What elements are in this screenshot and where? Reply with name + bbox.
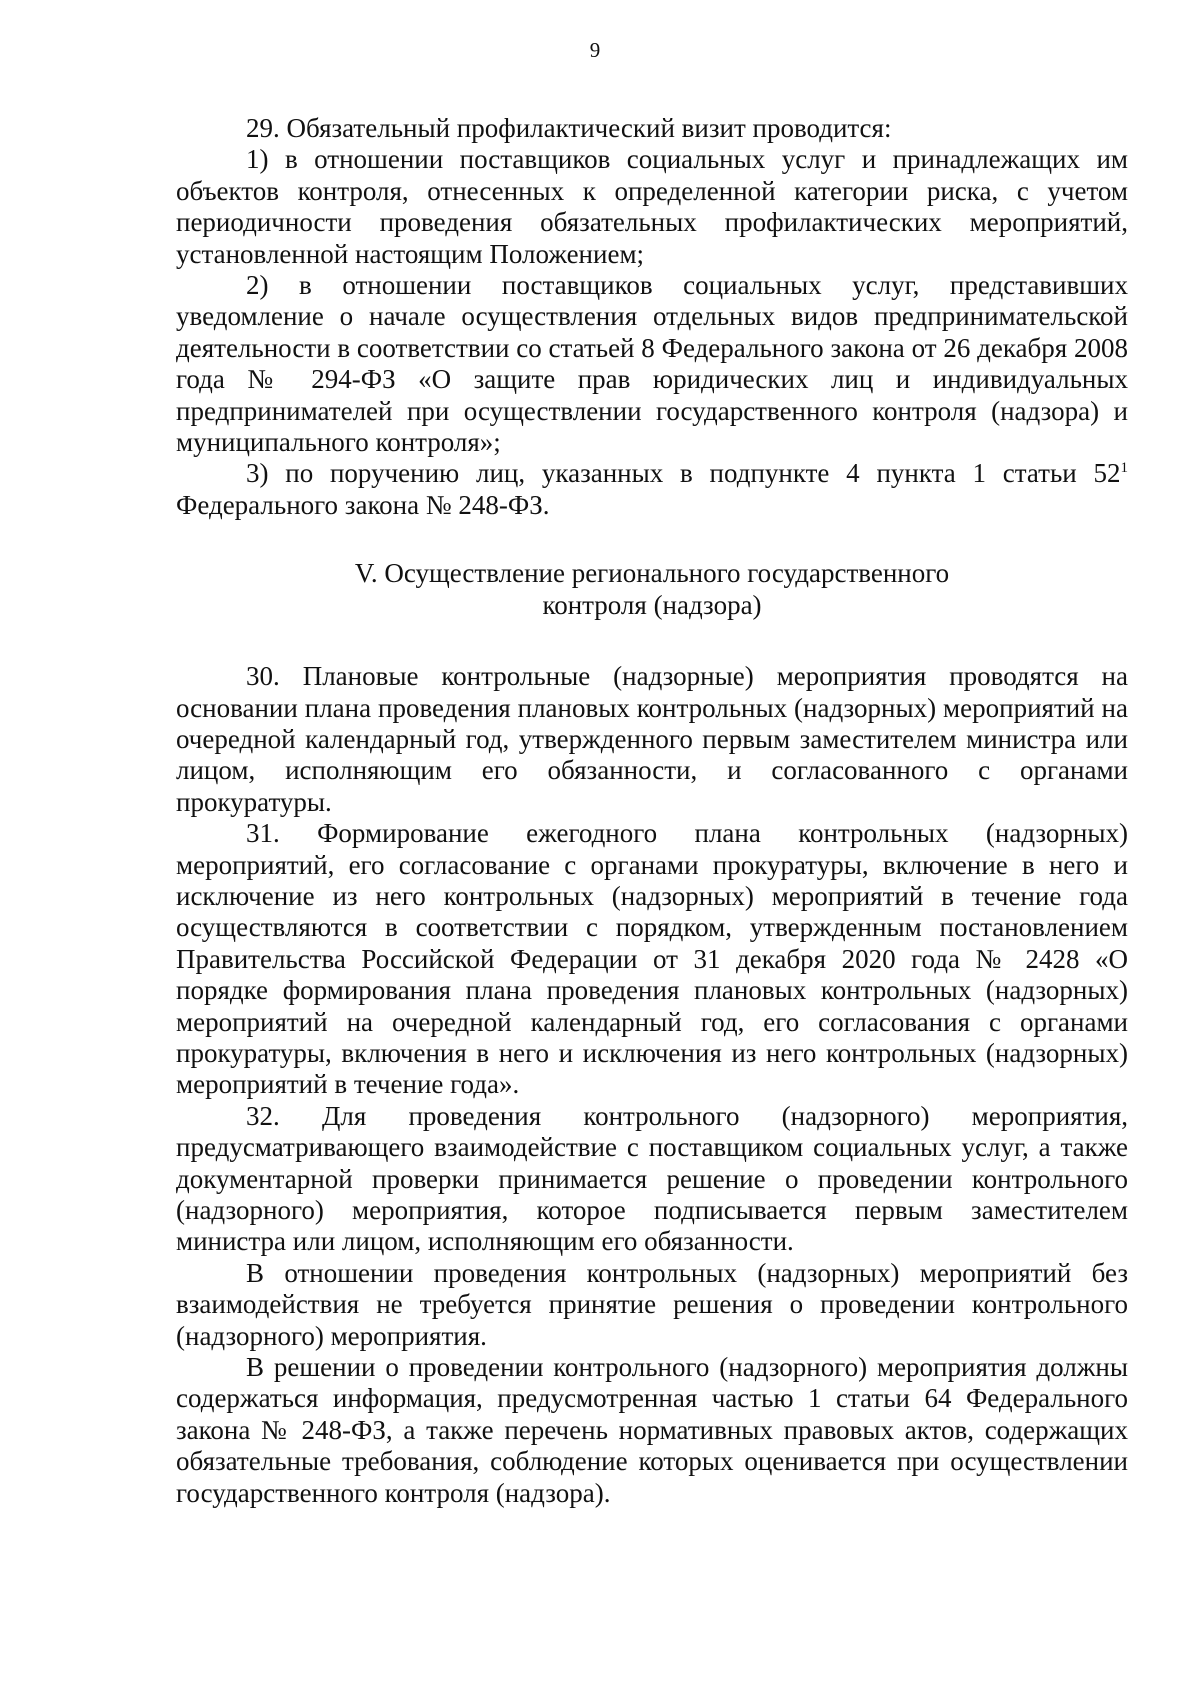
item-3-tail: Федерального закона № 248-ФЗ. — [176, 489, 550, 520]
paragraph-29-item-1: 1) в отношении поставщиков социальных услуг и принадлежащих им объектов контроля, отнесенных к определенной категории риска, с учетом периодичности проведения обязательных профилактических мероприятий, установленной настоящим Положением; — [176, 144, 1128, 269]
section-heading-line-2: контроля (надзора) — [542, 589, 762, 620]
paragraph-32-part-3: В решении о проведении контрольного (надзорного) мероприятия должны содержаться информация, предусмотренная частью 1 статьи 64 Федерального закона № 248-ФЗ, а также перечень нормативных правовых актов, содержащих обязательные требования, соблюдение которых оценивается при осуществлении государственного контроля (надзора). — [176, 1352, 1128, 1508]
paragraph-29-item-3 — [176, 458, 1128, 521]
item-3-text: 3) по поручению лиц, указанных в подпункте 4 пункта 1 статьи 52 — [246, 458, 1121, 489]
section-heading — [176, 558, 1128, 621]
document-body — [176, 113, 1128, 1509]
paragraph-32-part-2: В отношении проведения контрольных (надзорных) мероприятий без взаимодействия не требуется принятие решения о проведении контрольного (надзорного) мероприятия. — [176, 1257, 1128, 1351]
page-number: 9 — [589, 38, 601, 62]
paragraph-30: 30. Плановые контрольные (надзорные) мероприятия проводятся на основании плана проведения плановых контрольных (надзорных) мероприятий на очередной календарный год, утвержденного первым заместителем министра или лицом, исполняющим его обязанности, и согласованного с органами прокуратуры. — [176, 661, 1128, 817]
section-heading-line-1: V. Осуществление регионального государственного — [354, 558, 950, 589]
paragraph-31: 31. Формирование ежегодного плана контрольных (надзорных) мероприятий, его согласование с органами прокуратуры, включение в него и исключение из него контрольных (надзорных) мероприятий в течение года осуществляются в соответствии с порядком, утвержденным постановлением Правительства Российской Федерации от 31 декабря 2020 года № 2428 «О порядке формирования плана проведения плановых контрольных (надзорных) мероприятий на очередной календарный год, его согласования с органами прокуратуры, включения в него и исключения из него контрольных (надзорных) мероприятий в течение года». — [176, 818, 1128, 1100]
paragraph-32: 32. Для проведения контрольного (надзорного) мероприятия, предусматривающего взаимодействие с поставщиком социальных услуг, а также документарной проверки принимается решение о проведении контрольного (надзорного) мероприятия, которое подписывается первым заместителем министра или лицом, исполняющим его обязанности. — [176, 1100, 1128, 1257]
paragraph-29-item-2: 2) в отношении поставщиков социальных услуг, представивших уведомление о начале осуществления отдельных видов предпринимательской деятельности в соответствии со статьей 8 Федерального закона от 26 декабря 2008 года № 294-ФЗ «О защите прав юридических лиц и индивидуальных предпринимателей при осуществлении государственного контроля (надзора) и муниципального контроля»; — [176, 270, 1128, 458]
item-3-superscript: 1 — [1120, 460, 1128, 477]
paragraph-29: 29. Обязательный профилактический визит проводится: — [246, 113, 892, 143]
